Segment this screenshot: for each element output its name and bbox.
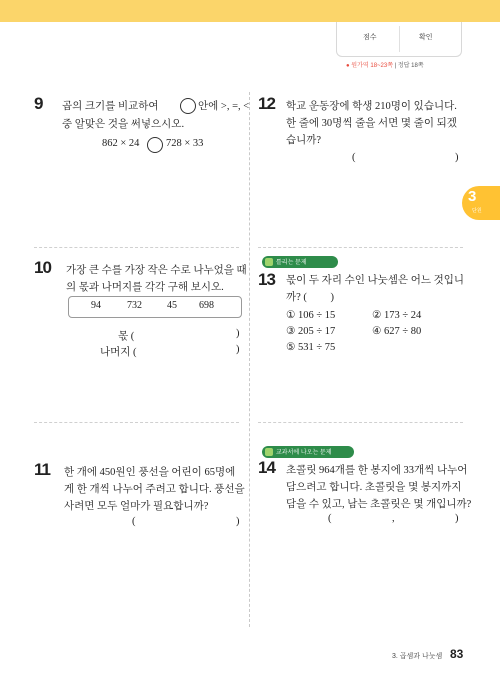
workbook-ref: 원가역 18~23쪽: [351, 63, 393, 69]
number-item: 732: [127, 300, 142, 311]
option-5[interactable]: ⑤ 531 ÷ 75: [286, 342, 336, 353]
question-14-text-1: 초콜릿 964개를 한 봉지에 33개씩 나누어: [286, 465, 468, 476]
column-divider: [249, 92, 251, 627]
remainder-close: ): [236, 344, 240, 355]
header-band: [0, 0, 500, 22]
question-9-text-2: 중 알맞은 것을 써넣으시오.: [62, 119, 185, 130]
question-11-text-1: 한 개에 450원인 풍선을 어린이 65명에: [64, 467, 236, 478]
question-14-number: 14: [258, 458, 275, 477]
check-label: 확인: [419, 34, 433, 41]
page-number: 83: [450, 647, 464, 661]
answer-circle[interactable]: [180, 98, 196, 114]
answer-ref: 정답 18쪽: [397, 63, 424, 69]
unit-number: 3: [468, 188, 477, 205]
score-divider: [399, 26, 400, 52]
question-9-number: 9: [34, 94, 43, 113]
question-11-text-3: 사려면 모두 얼마가 필요합니까?: [64, 501, 209, 512]
option-1[interactable]: ① 106 ÷ 15: [286, 310, 336, 321]
question-12-text-3: 습니까?: [286, 135, 322, 146]
option-4[interactable]: ④ 627 ÷ 80: [372, 326, 422, 337]
question-11-answer-close: ): [236, 516, 240, 527]
row-divider: [258, 422, 463, 424]
comparison-circle[interactable]: [147, 137, 163, 153]
question-12-text-2: 한 줄에 30명씩 줄을 서면 몇 줄이 되겠: [286, 118, 457, 129]
remainder-label: 나머지 (: [100, 347, 137, 358]
question-13-text-1: 몫이 두 자리 수인 나눗셈은 어느 것입니: [286, 275, 465, 286]
tag-label: 틀리는 문제: [276, 260, 307, 266]
question-14-answer-close: ): [455, 513, 459, 524]
tag-badge: [262, 256, 338, 268]
chapter-footer: 3. 곱셈과 나눗셈: [392, 653, 443, 660]
quotient-close: ): [236, 328, 240, 339]
question-12-answer-open[interactable]: (: [352, 152, 356, 163]
quotient-label: 몫 (: [118, 331, 135, 342]
bullet-icon: ●: [346, 63, 350, 69]
question-9-text-1a: 곱의 크기를 비교하여: [62, 101, 159, 112]
number-item: 94: [91, 300, 101, 311]
question-13-text-2: 까? ( ): [286, 292, 335, 303]
reference-line: [346, 60, 424, 69]
question-10-text-2: 의 몫과 나머지를 각각 구해 보시오.: [66, 282, 224, 293]
question-11-text-2: 게 한 개씩 나누어 주려고 합니다. 풍선을: [64, 484, 245, 495]
question-14-answer-comma: ,: [392, 513, 395, 524]
question-11-number: 11: [34, 460, 50, 479]
question-9-right-expression: 728 × 33: [166, 138, 204, 149]
score-box: [336, 22, 462, 57]
row-divider: [34, 247, 239, 249]
question-14-text-3: 담을 수 있고, 남는 초콜릿은 몇 개입니까?: [286, 499, 472, 510]
question-10-text-1: 가장 큰 수를 가장 작은 수로 나누었을 때: [66, 265, 247, 276]
question-14-text-2: 담으려고 합니다. 초콜릿을 몇 봉지까지: [286, 482, 462, 493]
number-box: [68, 296, 242, 318]
question-11-answer-open[interactable]: (: [132, 516, 136, 527]
number-item: 45: [167, 300, 177, 311]
row-divider: [258, 247, 463, 249]
tag-badge: [262, 446, 354, 458]
score-label: 점수: [363, 34, 377, 41]
question-10-number: 10: [34, 258, 51, 277]
question-9-left-expression: 862 × 24: [102, 138, 140, 149]
number-item: 698: [199, 300, 214, 311]
option-2[interactable]: ② 173 ÷ 24: [372, 310, 422, 321]
row-divider: [34, 422, 239, 424]
question-12-text-1: 학교 운동장에 학생 210명이 있습니다.: [286, 101, 457, 112]
tag-label: 교과서에 나오는 문제: [276, 450, 332, 456]
tag-icon: [265, 258, 273, 266]
question-9-text-1b: 안에 >, =, <: [198, 101, 250, 112]
ref-separator: |: [394, 63, 397, 69]
question-14-answer-open[interactable]: (: [328, 513, 332, 524]
question-12-answer-close: ): [455, 152, 459, 163]
tag-icon: [265, 448, 273, 456]
question-12-number: 12: [258, 94, 275, 113]
option-3[interactable]: ③ 205 ÷ 17: [286, 326, 336, 337]
question-13-number: 13: [258, 270, 275, 289]
unit-label: 단원: [472, 208, 482, 214]
